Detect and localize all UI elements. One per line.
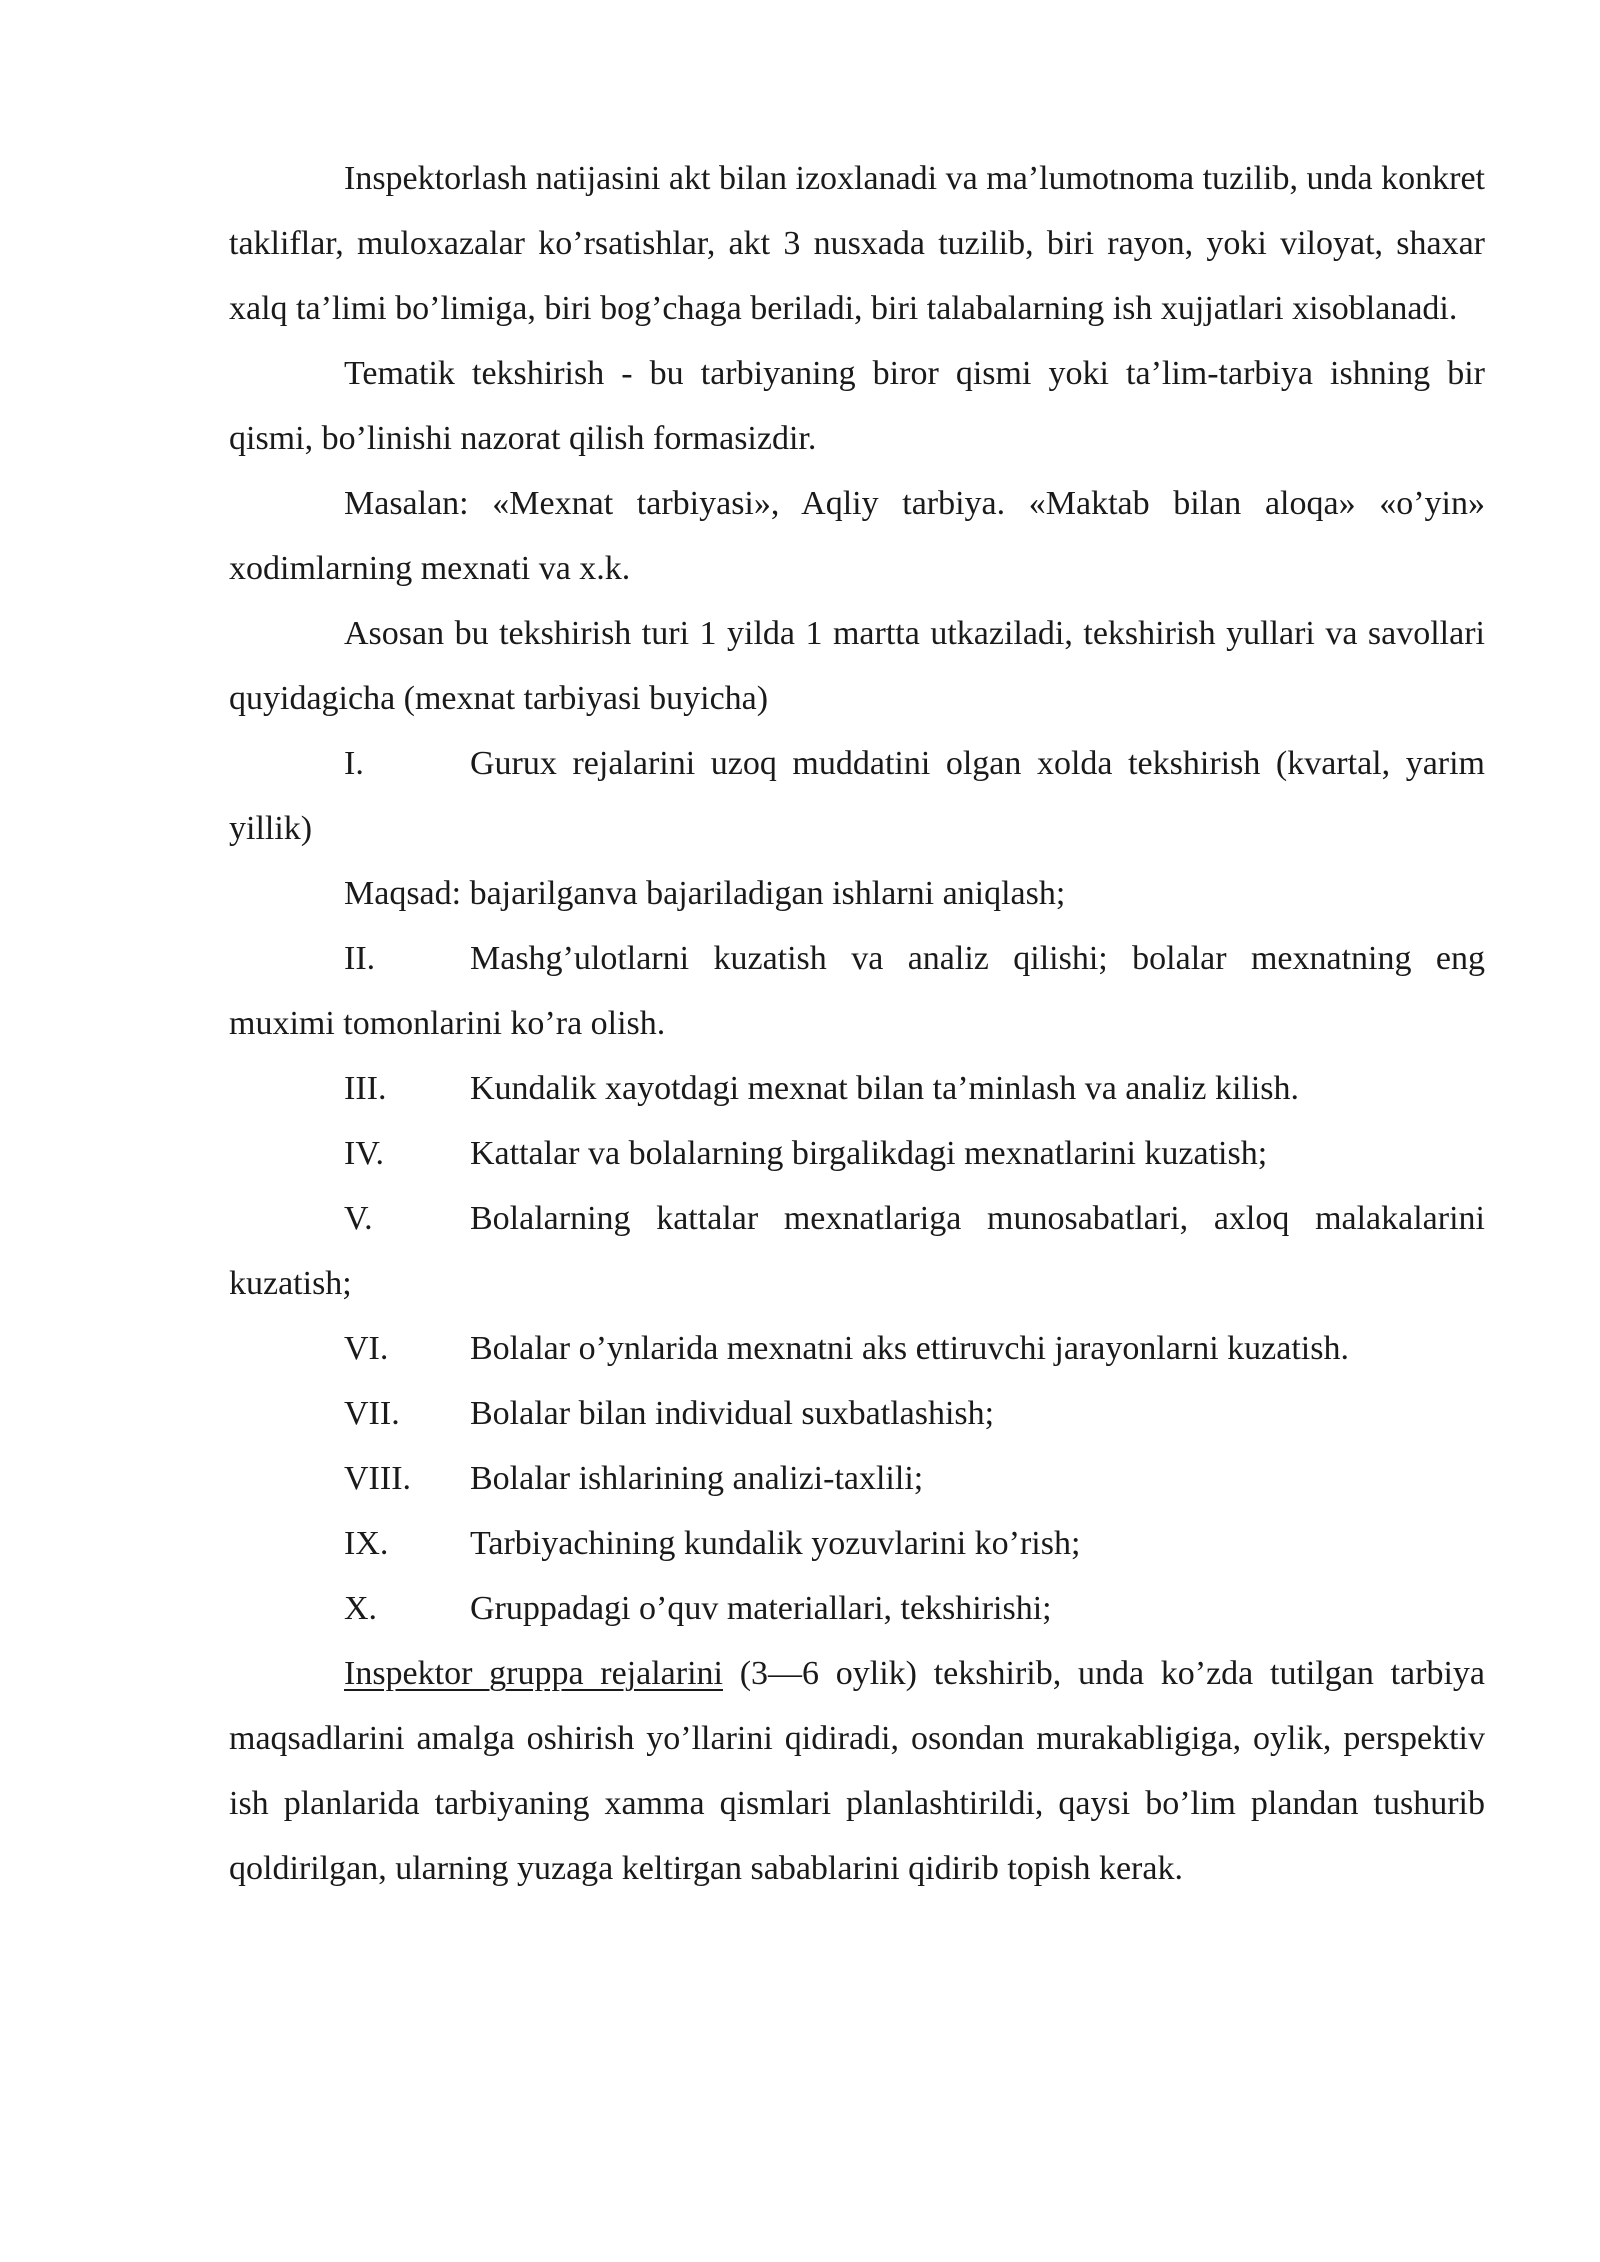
list-item-number: VI.: [344, 1330, 389, 1367]
paragraph-thematic-check: Tematik tekshirish - bu tarbiyaning biror qismi yoki ta’lim-tarbiya ishning bir qismi, bo’linishi nazorat qilish formasizdir.: [229, 355, 1485, 457]
list-item-text: Bolalar ishlarining analizi-taxlili;: [470, 1460, 924, 1497]
list-item-text: Kundalik xayotdagi mexnat bilan ta’minlash va analiz kilish.: [470, 1070, 1300, 1107]
underlined-phrase: Inspektor gruppa rejalarini: [344, 1655, 723, 1692]
list-item: [229, 1186, 1485, 1316]
list-item-text: Bolalar o’ynlarida mexnatni aks ettiruvchi jarayonlarni kuzatish.: [470, 1330, 1349, 1367]
list-item-text: Kattalar va bolalarning birgalikdagi mexnatlarini kuzatish;: [470, 1135, 1268, 1172]
paragraph-frequency: Asosan bu tekshirish turi 1 yilda 1 martta utkaziladi, tekshirish yullari va savollari quyidagicha (mexnat tarbiyasi buyicha): [229, 615, 1485, 717]
list-item-number: V.: [344, 1200, 373, 1237]
list-item: [229, 1316, 1485, 1381]
list-item: [229, 1511, 1485, 1576]
list-item: [229, 1056, 1485, 1121]
list-item-number: II.: [344, 940, 376, 977]
list-item-number: VIII.: [344, 1460, 412, 1497]
list-item-text: Gruppadagi o’quv materiallari, tekshirishi;: [470, 1590, 1052, 1627]
list-item-number: IX.: [344, 1525, 389, 1562]
list-item-number: X.: [344, 1590, 378, 1627]
document-page: [229, 146, 1485, 1901]
list-item-number: I.: [344, 745, 364, 782]
paragraph-inspection-act: Inspektorlash natijasini akt bilan izoxlanadi va ma’lumotnoma tuzilib, unda konkret takliflar, muloxazalar ko’rsatishlar, akt 3 nusxada tuzilib, biri rayon, yoki viloyat, shaxar xalq ta’limi bo’limiga, biri bog’chaga beriladi, biri talabalarning ish xujjatlari xisoblanadi.: [229, 160, 1485, 327]
list-item: [229, 1121, 1485, 1186]
list-item: [229, 731, 1485, 861]
paragraph-inspector-plans: [229, 1641, 1485, 1901]
paragraph-example: Masalan: «Mexnat tarbiyasi», Aqliy tarbiya. «Maktab bilan aloqa» «o’yin» xodimlarning mexnati va x.k.: [229, 485, 1485, 587]
list-item: [229, 1446, 1485, 1511]
paragraph-goal: Maqsad: bajarilganva bajariladigan ishlarni aniqlash;: [344, 875, 1066, 912]
list-item-text: Bolalar bilan individual suxbatlashish;: [470, 1395, 995, 1432]
list-item-text: Gurux rejalarini uzoq muddatini olgan xolda tekshirish (kvartal, yarim yillik): [229, 745, 1485, 847]
list-item: [229, 1381, 1485, 1446]
list-item-number: VII.: [344, 1395, 400, 1432]
paragraph-text: (3—6 oylik) tekshirib, unda ko’zda tutilgan tarbiya maqsadlarini amalga oshirish yo’llarini qidiradi, osondan murakabligiga, oylik, perspektiv ish planlarida tarbiyaning xamma qismlari planlashtirildi, qaysi bo’lim plandan tushurib qoldirilgan, ularning yuzaga keltirgan sabablarini qidirib topish kerak.: [229, 1655, 1486, 1887]
list-item: [229, 926, 1485, 1056]
list-item-text: Tarbiyachining kundalik yozuvlarini ko’rish;: [470, 1525, 1081, 1562]
list-item: [229, 1576, 1485, 1641]
list-item-text: Mashg’ulotlarni kuzatish va analiz qilishi; bolalar mexnatning eng muximi tomonlarini ko’ra olish.: [229, 940, 1485, 1042]
list-item-text: Bolalarning kattalar mexnatlariga munosabatlari, axloq malakalarini kuzatish;: [229, 1200, 1485, 1302]
list-item-number: III.: [344, 1070, 387, 1107]
list-item-number: IV.: [344, 1135, 384, 1172]
